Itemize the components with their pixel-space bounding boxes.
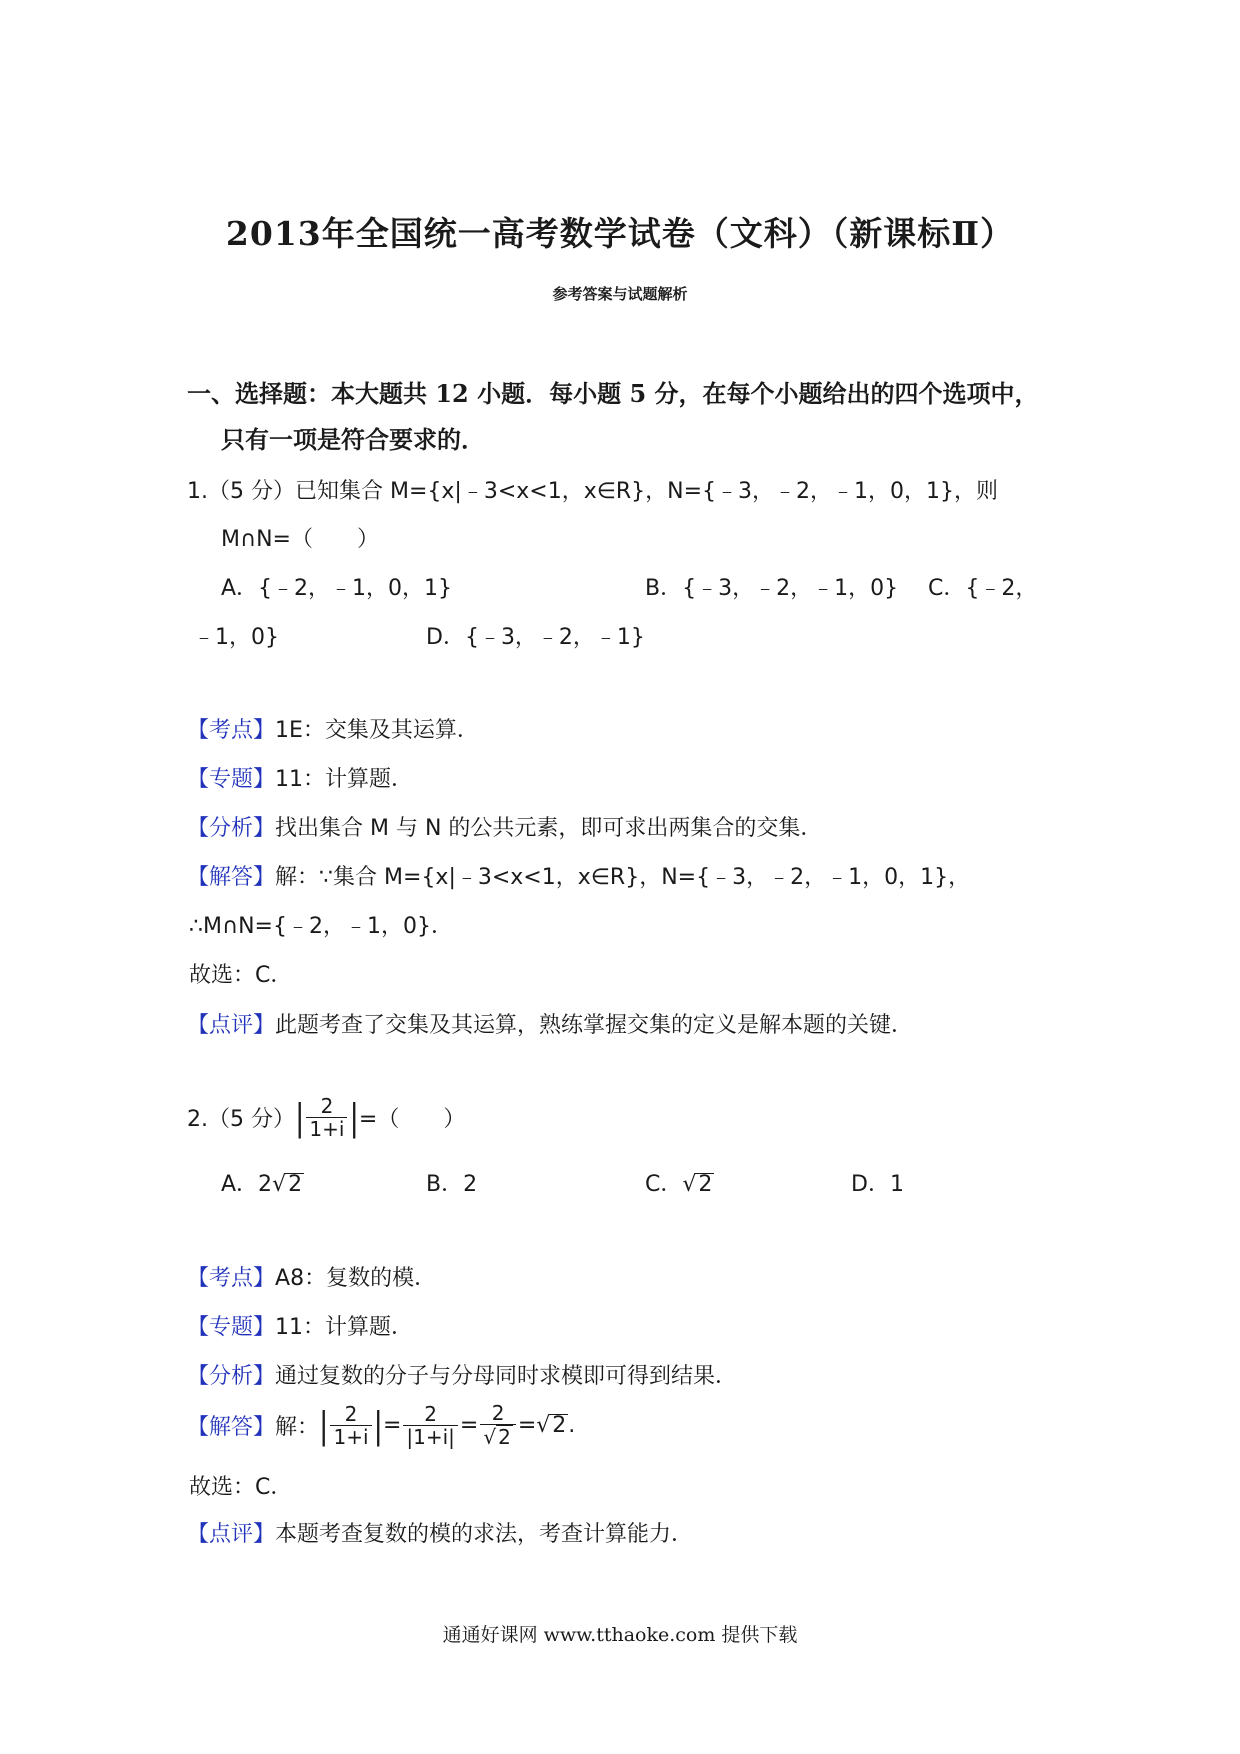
q2-stem-suffix: =（ ） xyxy=(358,1107,466,1132)
q1-zhuanti xyxy=(187,762,413,793)
dianping-text: 此题考查了交集及其运算，熟练掌握交集的定义是解本题的关键． xyxy=(275,1013,914,1038)
q2-option-a-radicand: 2 xyxy=(288,1172,303,1197)
page-title: 2013年全国统一高考数学试卷（文科）（新课标Ⅱ） xyxy=(225,214,1015,253)
sol-fraction-1 xyxy=(330,1403,371,1448)
q2-kaodian xyxy=(187,1261,436,1292)
q2-frac-den: 1+i xyxy=(306,1117,347,1140)
q2-stem-prefix: 2.（5 分） xyxy=(187,1107,295,1132)
kaodian-text: A8：复数的模． xyxy=(275,1266,437,1291)
fenxi-text: 通过复数的分子与分母同时求模即可得到结果． xyxy=(275,1364,738,1389)
sol-num-3: 2 xyxy=(491,1401,505,1425)
jieda-tag: 【解答】 xyxy=(187,865,276,890)
dianping-text: 本题考查复数的模的求法，考查计算能力． xyxy=(275,1522,694,1547)
q1-answer: 故选：C． xyxy=(189,963,293,988)
sol-den-2: |1+i| xyxy=(403,1425,458,1448)
q1-dianping xyxy=(187,1008,913,1039)
q2-option-c: C．√2 xyxy=(645,1172,713,1197)
equals-sign: = xyxy=(517,1412,537,1438)
jieda-text: 解：∵集合 M={x|﹣3<x<1，x∈R}，N={﹣3，﹣2，﹣1，0，1}， xyxy=(275,865,971,890)
q1-jieda xyxy=(187,860,970,891)
sol-fraction-2 xyxy=(403,1403,458,1448)
q2-frac-num: 2 xyxy=(320,1094,334,1118)
q1-stem: 1.（5 分）已知集合 M={x|﹣3<x<1，x∈R}，N={﹣3，﹣2，﹣1，0，1}，则 xyxy=(187,479,999,504)
sol-den-3-radicand: 2 xyxy=(498,1425,511,1449)
q1-kaodian xyxy=(187,713,479,744)
q1-jieda-cont: ∴M∩N={﹣2，﹣1，0}． xyxy=(189,914,453,939)
q1-option-d: D．{﹣3，﹣2，﹣1} xyxy=(426,625,645,650)
q2-fenxi xyxy=(187,1359,737,1390)
q1-stem-cont: M∩N=（ ） xyxy=(221,527,379,552)
equals-sign: = xyxy=(459,1412,479,1438)
q1-option-a: A．{﹣2，﹣1，0，1} xyxy=(221,576,453,601)
sol-num-1: 2 xyxy=(344,1401,358,1426)
q2-zhuanti xyxy=(187,1310,413,1341)
q1-option-c-cont: ﹣1，0} xyxy=(193,625,279,650)
sol-den-3: √ 2 xyxy=(480,1424,515,1448)
q2-jieda xyxy=(187,1402,575,1448)
footer-text: 通通好课网 www.tthaoke.com 提供下载 xyxy=(442,1624,798,1646)
kaodian-text: 1E：交集及其运算． xyxy=(275,718,479,743)
abs-bar-right: | xyxy=(349,1096,359,1139)
fenxi-text: 找出集合 M 与 N 的公共元素，即可求出两集合的交集． xyxy=(275,816,823,841)
dianping-tag: 【点评】 xyxy=(187,1013,276,1038)
jieda-prefix: 解： xyxy=(275,1414,320,1440)
section-heading-cont: 只有一项是符合要求的． xyxy=(221,425,485,454)
q2-dianping xyxy=(187,1517,693,1548)
zhuanti-text: 11：计算题． xyxy=(275,767,414,792)
sol-result-radicand: 2 xyxy=(552,1412,567,1438)
kaodian-tag: 【考点】 xyxy=(187,718,276,743)
sol-den-1: 1+i xyxy=(330,1425,371,1448)
sol-fraction-3 xyxy=(480,1402,515,1448)
q1-option-c: C．{﹣2， xyxy=(928,576,1038,601)
q2-option-d: D．1 xyxy=(851,1172,904,1197)
jieda-tag: 【解答】 xyxy=(187,1414,276,1440)
q1-option-b: B．{﹣3，﹣2，﹣1，0} xyxy=(645,576,899,601)
kaodian-tag: 【考点】 xyxy=(187,1266,276,1291)
equals-sign: = xyxy=(382,1412,402,1438)
section-heading: 一、选择题：本大题共 12 小题．每小题 5 分，在每个小题给出的四个选项中， xyxy=(187,379,1039,408)
dianping-tag: 【点评】 xyxy=(187,1522,276,1547)
page-subtitle: 参考答案与试题解析 xyxy=(552,285,688,303)
q2-answer: 故选：C． xyxy=(189,1475,293,1500)
abs-bar-left: | xyxy=(294,1096,305,1139)
zhuanti-tag: 【专题】 xyxy=(187,1315,276,1340)
zhuanti-text: 11：计算题． xyxy=(275,1315,414,1340)
q2-option-c-radicand: 2 xyxy=(698,1172,713,1197)
fenxi-tag: 【分析】 xyxy=(187,816,276,841)
q2-option-b: B．2 xyxy=(426,1172,478,1197)
q2-option-a-prefix: A．2 xyxy=(221,1172,273,1197)
q2-fraction xyxy=(306,1095,347,1140)
abs-bar-right: | xyxy=(373,1403,383,1447)
q2-stem xyxy=(187,1095,465,1140)
q2-option-a: A．2√2 xyxy=(221,1172,303,1197)
sol-num-2: 2 xyxy=(424,1401,438,1426)
sol-result: √2. xyxy=(536,1412,576,1438)
abs-bar-left: | xyxy=(319,1403,329,1447)
zhuanti-tag: 【专题】 xyxy=(187,767,276,792)
q1-fenxi xyxy=(187,811,822,842)
fenxi-tag: 【分析】 xyxy=(187,1364,276,1389)
q2-option-c-prefix: C． xyxy=(645,1172,683,1197)
